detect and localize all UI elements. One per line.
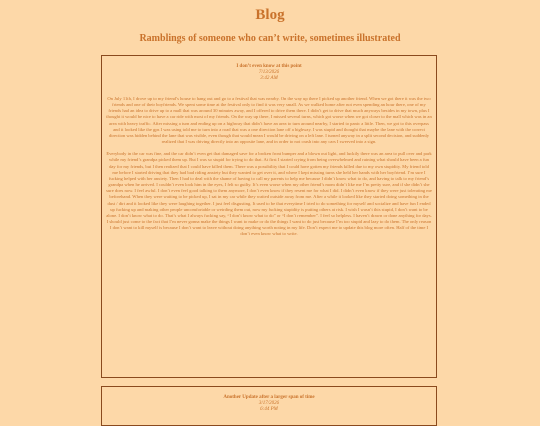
post-date: 7/13/2026 bbox=[258, 70, 280, 75]
post-paragraph: On July 11th, I drove up to my friend’s house to hang out and go to a festival that was nearby. On the way up there I picked up another friend. When we got there it was the two friends and one of their boyfriends. We spent some time at the festival only to find it was very small. As we walked home after not even spending an hour there, one of my friends had an idea to drive up to a mall that was around 30 minutes away, and I offered to drive them there. I didn’t get to drive that much anyways besides in my town, plus I thought it would be nice to have a car ride with most of my friends. On the way up there, I missed several turns, which got worse when we got closer to the mall which was in an area with heavy traffic. After missing a turn and ending up on a highway that didn’t have an area to turn around nearby, I started to panic a little. Then, we got to this overpass and it looked like the gps I was using told me to turn into a road that was a one direction lane off a highway. I was stupid and thought that maybe the lane with the correct direction was hidden behind the lane that was visible, even though that would mean I would be driving on a left lane. I turned anyway in a split second decision, and suddenly realized that I was driving directly into an opposite lane, and in order to not crash into any cars I swerved into a sign. bbox=[106, 96, 432, 145]
post-time: 3:42 AM bbox=[260, 76, 278, 81]
post-body bbox=[106, 96, 432, 237]
blog-post bbox=[101, 386, 437, 426]
blog-post bbox=[101, 55, 437, 378]
site-title: Blog bbox=[255, 7, 285, 23]
post-title: I don’t even know at this point bbox=[236, 64, 302, 69]
post-date: 3/17/2026 bbox=[258, 401, 280, 406]
post-time: 6:44 PM bbox=[260, 407, 278, 412]
post-title: Another Update after a larger span of time bbox=[223, 395, 315, 400]
post-paragraph: Everybody in the car was fine, and the car didn’t even get that damaged save for a broken front bumper and a blown out light, and luckily there was an area to pull over and park while my friend’s grandpa picked them up. But I was so stupid for trying to do that. At first I started crying from being overwhelmed and ruining what should have been a fun day for my friends, but I then realized that I could have killed them. There was a possibility that I could have gotten my friends killed due to my own stupidity. My friend told me before I started driving that they had bad riding anxiety but they wanted to get over it, and where I kept missing turns she held her hands with her boyfriend. I’m sure I fucking helped with her anxiety. Then I had to deal with the shame of having to call my parents to help me because I didn’t know what to do, and having to talk to my friend’s grandpa when he arrived. I couldn’t even look him in the eyes, I felt so guilty. It’s even worse when my other friend’s mom didn’t like me I’m pretty sure, and if she didn’t she sure does now. I feel awful. I don’t even feel good talking to them anymore, I don’t even know if they resent me for what I did. I didn’t even know if they were just tolerating me beforehand. When they were waiting to be picked up, I sat in my car while they waited outside away from me. After a while it looked like they started doing something in the dust / dirt and it looked like they were laughing together. I just feel disgusting. It used to be that everytime I tried to do something for myself and socialize and have fun I ended up fucking up and making other people uncomfortable or weirding them out, now my fucking stupidity is putting others at risk. I wish I wasn’t this stupid, I don’t want to be alone. I don’t know what to do. That’s what I always fucking say, “I don’t know what to do” or “I don’t remember”. I feel so helpless. I haven’t drawn or done anything for days. I should just come to the fact that I’m never gonna make the things I want to make or do the things I want to do just because I’m too stupid and lazy to do them. The only reason I don’t want to kill myself is because I don’t want to leave without doing anything worth noting in my life. Don’t expect me to update this blog more often. Half of the time I don’t even know what to write. bbox=[106, 151, 432, 237]
site-subtitle: Ramblings of someone who can’t write, sometimes illustrated bbox=[139, 33, 401, 44]
